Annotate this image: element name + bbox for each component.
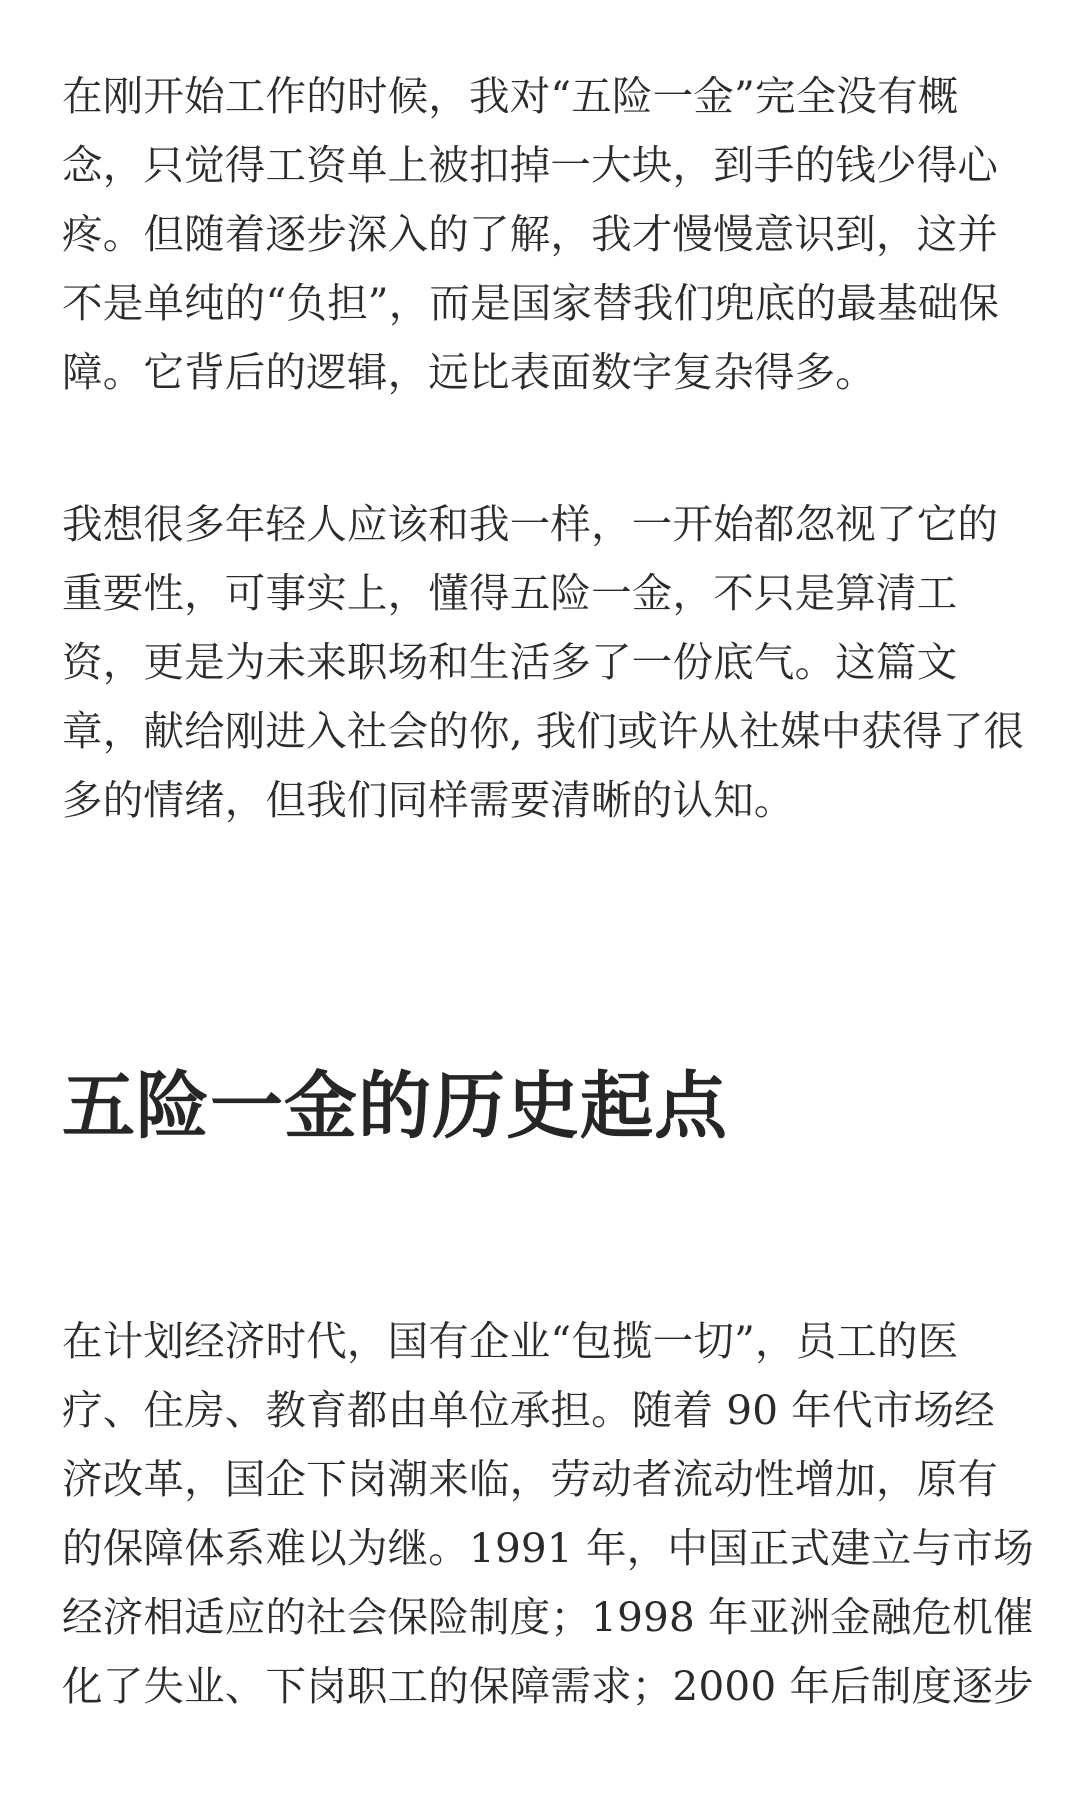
history-paragraph: 在计划经济时代，国有企业“包揽一切”，员工的医疗、住房、教育都由单位承担。随着 90 年代市场经济改革，国企下岗潮来临，劳动者流动性增加，原有的保障体系难以为继。1991 年，中国正式建立与市场经济相适应的社会保险制度；1998 年亚洲金融危机催化了失业、下岗职工的保障需求；2000 年后制度逐步 [62, 1317, 1034, 1710]
section-heading: 五险一金的历史起点 [62, 1063, 728, 1149]
motivation-paragraph: 我想很多年轻人应该和我一样，一开始都忽视了它的重要性，可事实上，懂得五险一金，不只是算清工资，更是为未来职场和生活多了一份底气。这篇文章，献给刚进入社会的你, 我们或许从社媒中获得了很多的情绪，但我们同样需要清晰的认知。 [62, 500, 1025, 824]
intro-paragraph: 在刚开始工作的时候，我对“五险一金”完全没有概念，只觉得工资单上被扣掉一大块，到手的钱少得心疼。但随着逐步深入的了解，我才慢慢意识到，这并不是单纯的“负担”，而是国家替我们兜底的最基础保障。它背后的逻辑，远比表面数字复杂得多。 [62, 72, 1000, 396]
